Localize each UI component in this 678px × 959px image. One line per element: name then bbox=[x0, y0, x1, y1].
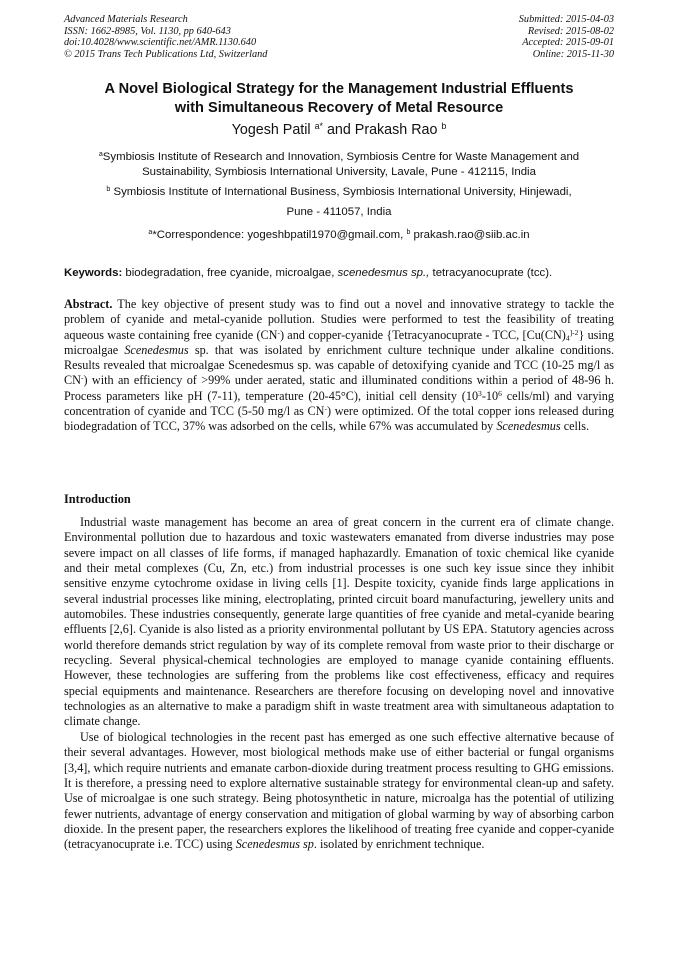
keywords-text-2: tetracyanocuprate (tcc). bbox=[432, 267, 553, 279]
journal-doi: doi:10.4028/www.scientific.net/AMR.1130.640 bbox=[64, 37, 257, 49]
author-list bbox=[60, 121, 618, 139]
abstract-sup: - bbox=[80, 373, 84, 383]
journal-copyright: © 2015 Trans Tech Publications Ltd, Switzerland bbox=[64, 48, 268, 60]
abstract-sup: 6 bbox=[498, 388, 502, 398]
affiliation-b-marker: b bbox=[106, 186, 111, 194]
journal-name: Advanced Materials Research bbox=[64, 14, 188, 25]
introduction-paragraph-2 bbox=[64, 730, 614, 853]
affiliation-a-marker: a bbox=[98, 151, 103, 159]
author-2-marker: b bbox=[441, 121, 447, 132]
keywords-text-1: biodegradation, free cyanide, microalgae, bbox=[125, 267, 335, 279]
abstract-text: } using microalgae bbox=[64, 327, 614, 357]
abstract-text: cells. bbox=[563, 419, 590, 434]
abstract-text: cells/ml) and varying concentration of cyanide and TCC (5-50 mg/l as CN bbox=[64, 388, 614, 419]
affiliation-b-line-1: Symbiosis Institute of International Business, Symbiosis International University, Hinjewadi, bbox=[113, 186, 572, 198]
introduction-paragraph-1: Industrial waste management has become an area of great concern in the current era of climate change. Environmental pollution due to hazardous and toxic wastewaters emanated from diverse industries may pose severe impact on all classes of life forms, if managed haphazardly. Emanation of toxic chemical like cyanide and their metal complexes (Cu, Zn, etc.) from industrial processes is one such key issue since they inhibit sensitive enzyme cytochrome oxidase in living cells [1]. Despite toxicity, cyanide finds large applications in several industrial processes like mining, electroplating, printed circuit board manufacturing, jewellery units and automobiles. These industries consequently, generate large quantities of free cyanide and metal-cyanide bearing effluents [2,6]. Cyanide is also listed as a priority environmental pollutant by US EPA. Statutory agencies across world therefore demands strict regulation by way of its complete removal from waste prior to their discharge or recycling. Several physical-chemical technologies are employed to manage cyanide containing effluents. However, these technologies are suffering from the problems like cost effectiveness, efficacy and requires special equipments and maintenance. Researchers are therefore focusing on developing novel and innovative technologies as an alternative to make a paradigm shift in waste treatment area with simultaneous adaptation to climate change. bbox=[64, 515, 614, 729]
affiliation-a-line-2: Sustainability, Symbiosis International University, Lavale, Pune - 412115, India bbox=[142, 166, 536, 179]
correspondence-marker-a: a bbox=[148, 229, 153, 237]
paragraph-text: Use of biological technologies in the recent past has emerged as one such effective alternative because of their several advantages. However, most biological methods make use of either bacterial or fungal organisms [3,4], which require nutrients and emanate carbon-dioxide during treatment process resulting to GHG emissions. It is therefore, a pressing need to explore alternative sustainable strategy for environmental clean-up and safety. Use of microalgae is one such strategy. Being photosynthetic in nature, microalga has the potential of utilizing fewer nutrients, advantage of energy conservation and mitigation of global warming by way of absorbing carbon dioxide. In the present paper, the researchers explores the likelihood of treating free cyanide and copper-cyanide (tetracyanocuprate i.e. TCC) using bbox=[64, 729, 614, 852]
abstract-text: ) with an efficiency of >99% under aerated, static and illuminated conditions within a period of 48-96 h. Process parameters like pH (7-11), temperature (20-45°C), initial cell density (10 bbox=[64, 373, 614, 403]
correspondence-email-a: *Correspondence: yogeshbpatil1970@gmail.com, bbox=[152, 229, 404, 241]
paragraph-italic: Scenedesmus sp bbox=[235, 837, 314, 852]
affiliation-b bbox=[64, 185, 614, 221]
correspondence bbox=[64, 228, 614, 243]
abstract-italic: Scenedesmus bbox=[496, 419, 561, 434]
date-revised: Revised: 2015-08-02 bbox=[527, 25, 614, 37]
keywords bbox=[64, 266, 620, 281]
date-submitted: Submitted: 2015-04-03 bbox=[518, 14, 614, 25]
abstract-sub: 4 bbox=[565, 333, 570, 343]
abstract-text: ) and copper-cyanide {Tetracyanocuprate - TCC, [Cu(CN) bbox=[279, 327, 566, 342]
title-line-2: with Simultaneous Recovery of Metal Resource bbox=[174, 100, 504, 116]
section-heading-introduction: Introduction bbox=[64, 492, 131, 506]
introduction-body bbox=[64, 515, 614, 853]
abstract-sup: - bbox=[324, 403, 327, 413]
abstract-label: Abstract. bbox=[64, 297, 113, 311]
author-conjunction: and bbox=[322, 122, 355, 138]
paper-title bbox=[60, 80, 618, 118]
paragraph-text: . isolated by enrichment technique. bbox=[313, 837, 485, 852]
journal-info bbox=[64, 14, 267, 60]
date-online: Online: 2015-11-30 bbox=[532, 48, 614, 60]
abstract-text: sp. that was isolated by enrichment culture technique under alkaline conditions. Results revealed that microalgae Scenedesmus sp. was capable of detoxifying cyanide and TCC (10-25 mg/l as CN bbox=[64, 342, 615, 388]
affiliation-a bbox=[64, 150, 614, 181]
keywords-text-italic: scenedesmus sp., bbox=[337, 267, 430, 279]
keywords-label: Keywords: bbox=[64, 267, 123, 279]
abstract-sup: - bbox=[277, 327, 280, 337]
affiliation-a-line-1: Symbiosis Institute of Research and Innovation, Symbiosis Centre for Waste Management and bbox=[102, 151, 580, 163]
affiliation-b-line-2: Pune - 411057, India bbox=[286, 206, 392, 219]
correspondence-marker-b: b bbox=[406, 229, 411, 237]
abstract-sup: 3 bbox=[478, 388, 482, 398]
abstract-italic: Scenedesmus bbox=[124, 342, 189, 357]
abstract-text: -10 bbox=[481, 388, 499, 403]
author-1: Yogesh Patil bbox=[231, 122, 311, 138]
abstract-text: ) were optimized. Of the total copper ions released during biodegradation of TCC, 37% was adsorbed on the cells, while 67% was accumulated by bbox=[64, 404, 614, 434]
date-accepted: Accepted: 2015-09-01 bbox=[522, 37, 614, 49]
correspondence-email-b: prakash.rao@siib.ac.in bbox=[413, 229, 530, 241]
abstract bbox=[64, 297, 614, 435]
author-2: Prakash Rao bbox=[354, 122, 438, 138]
abstract-text: The key objective of present study was to find out a novel and innovative strategy to tackle the problem of cyanide and metal-cyanide pollution. Studies were performed to test the feasibility of treating aqueous waste containing free cyanide (CN bbox=[64, 297, 614, 342]
journal-issn: ISSN: 1662-8985, Vol. 1130, pp 640-643 bbox=[64, 25, 231, 37]
publication-dates bbox=[519, 14, 614, 60]
abstract-sup: ]-2 bbox=[569, 327, 579, 337]
title-line-1: A Novel Biological Strategy for the Management Industrial Effluents bbox=[104, 81, 574, 97]
author-1-marker: a* bbox=[314, 121, 323, 132]
